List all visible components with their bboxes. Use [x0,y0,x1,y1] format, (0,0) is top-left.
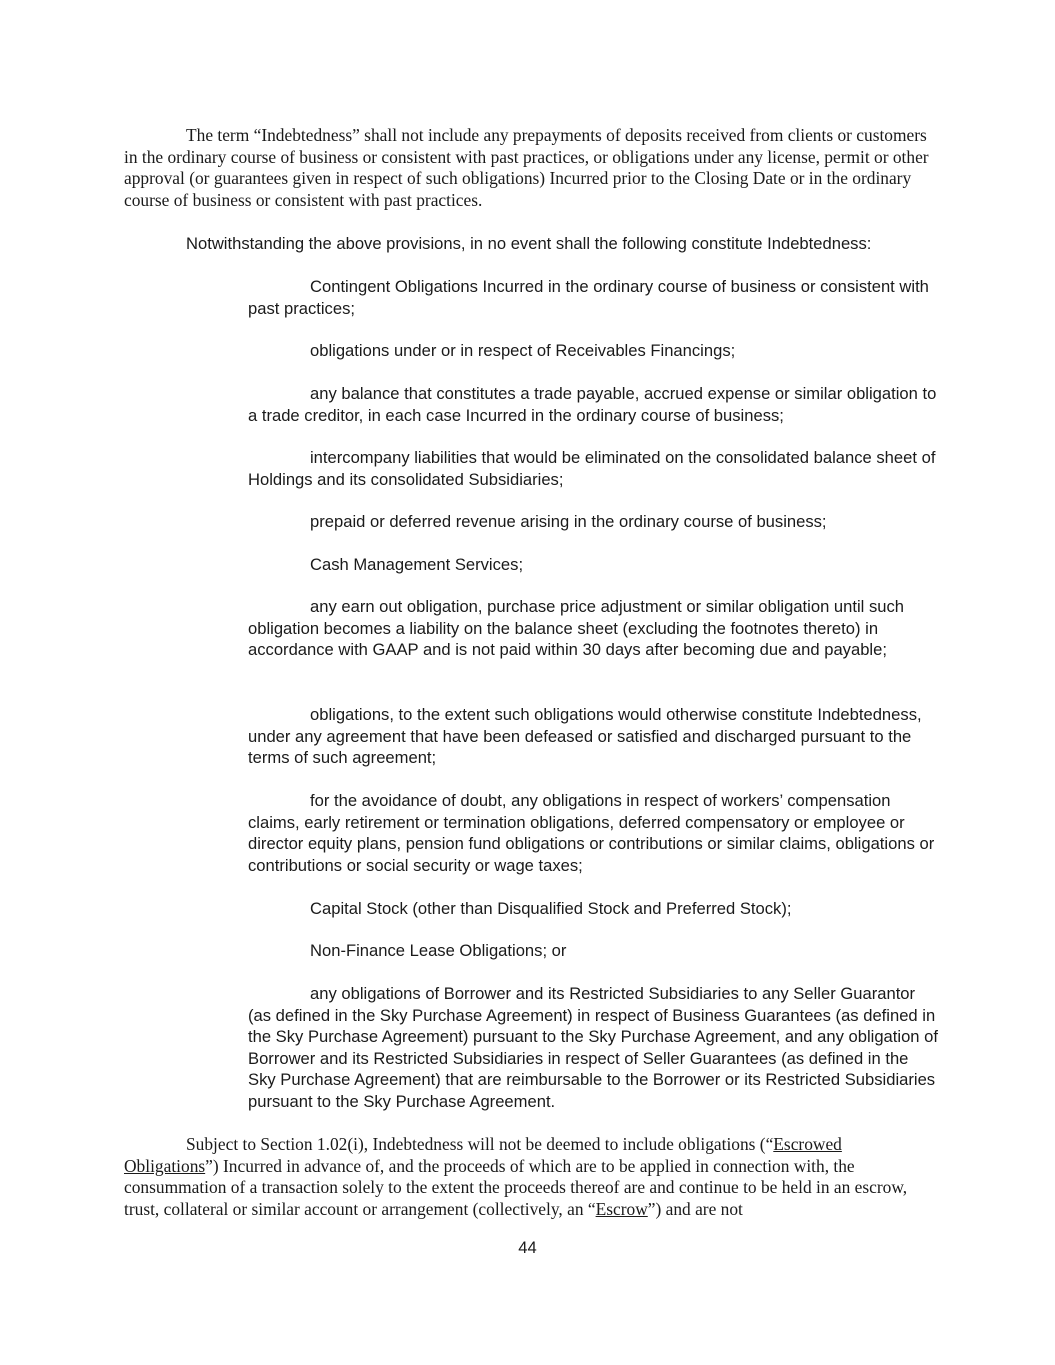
list-item: Capital Stock (other than Disqualified Stock and Preferred Stock); [310,899,792,918]
page-number: 44 [518,1238,537,1257]
list-item: Non-Finance Lease Obligations; or [310,941,567,960]
list-item: Cash Management Services; [310,555,524,574]
list-item: any earn out obligation, purchase price adjustment or similar obligation until such obligation becomes a liability on the balance sheet (excluding the footnotes thereto) in accordance with GAAP and is not paid within 30 days after becoming due and payable; [248,597,905,660]
list-item: for the avoidance of doubt, any obligations in respect of workers’ compensation claims, early retirement or termination obligations, deferred compensatory or employee or director equity plans, pension fund obligations or contributions or similar claims, obligations or contributions or social security or wage taxes; [248,791,935,875]
list-item: any balance that constitutes a trade payable, accrued expense or similar obligation to a trade creditor, in each case Incurred in the ordinary course of business; [248,384,937,425]
list-item: obligations under or in respect of Receivables Financings; [310,341,736,360]
list-item: Contingent Obligations Incurred in the ordinary course of business or consistent with past practices; [248,277,929,318]
defined-term-escrowed-obligations: Escrowed Obligations [124,1134,842,1176]
paragraph-text: ”) Incurred in advance of, and the proceeds of which are to be applied in connection with, the consummation of a transaction solely to the extent the proceeds thereof are and continue to be held in an escrow, trust, collateral or similar account or arrangement (collectively, an “ [124,1155,908,1219]
paragraph-indebtedness-exclusions: The term “Indebtedness” shall not include any prepayments of deposits received from clients or customers in the ordinary course of business or consistent with past practices, or obligations under any license, permit or other approval (or guarantees given in respect of such obligations) Incurred prior to the Closing Date or in the ordinary course of business or consistent with past practices. [124,125,929,210]
list-item: prepaid or deferred revenue arising in the ordinary course of business; [310,512,827,531]
paragraph-text: ”) and are not [647,1198,743,1219]
list-item: intercompany liabilities that would be eliminated on the consolidated balance sheet of Holdings and its consolidated Subsidiaries; [248,448,936,489]
paragraph-escrowed-obligations [124,1134,934,1220]
paragraph-notwithstanding: Notwithstanding the above provisions, in no event shall the following constitute Indebtedness: [186,234,872,253]
defined-term-escrow: Escrow [595,1198,648,1219]
list-item: any obligations of Borrower and its Restricted Subsidiaries to any Seller Guarantor (as defined in the Sky Purchase Agreement) in respect of Business Guarantees (as defined in the Sky Purchase Agreement) pursuant to the Sky Purchase Agreement, and any obligation of Borrower and its Restricted Subsidiaries in respect of Seller Guarantees (as defined in the Sky Purchase Agreement) that are reimbursable to the Borrower or its Restricted Subsidiaries pursuant to the Sky Purchase Agreement. [248,984,938,1111]
list-item: obligations, to the extent such obligations would otherwise constitute Indebtedness, under any agreement that have been defeased or satisfied and discharged pursuant to the terms of such agreement; [248,705,922,768]
paragraph-text: Subject to Section 1.02(i), Indebtedness will not be deemed to include obligations (“ [186,1134,774,1154]
